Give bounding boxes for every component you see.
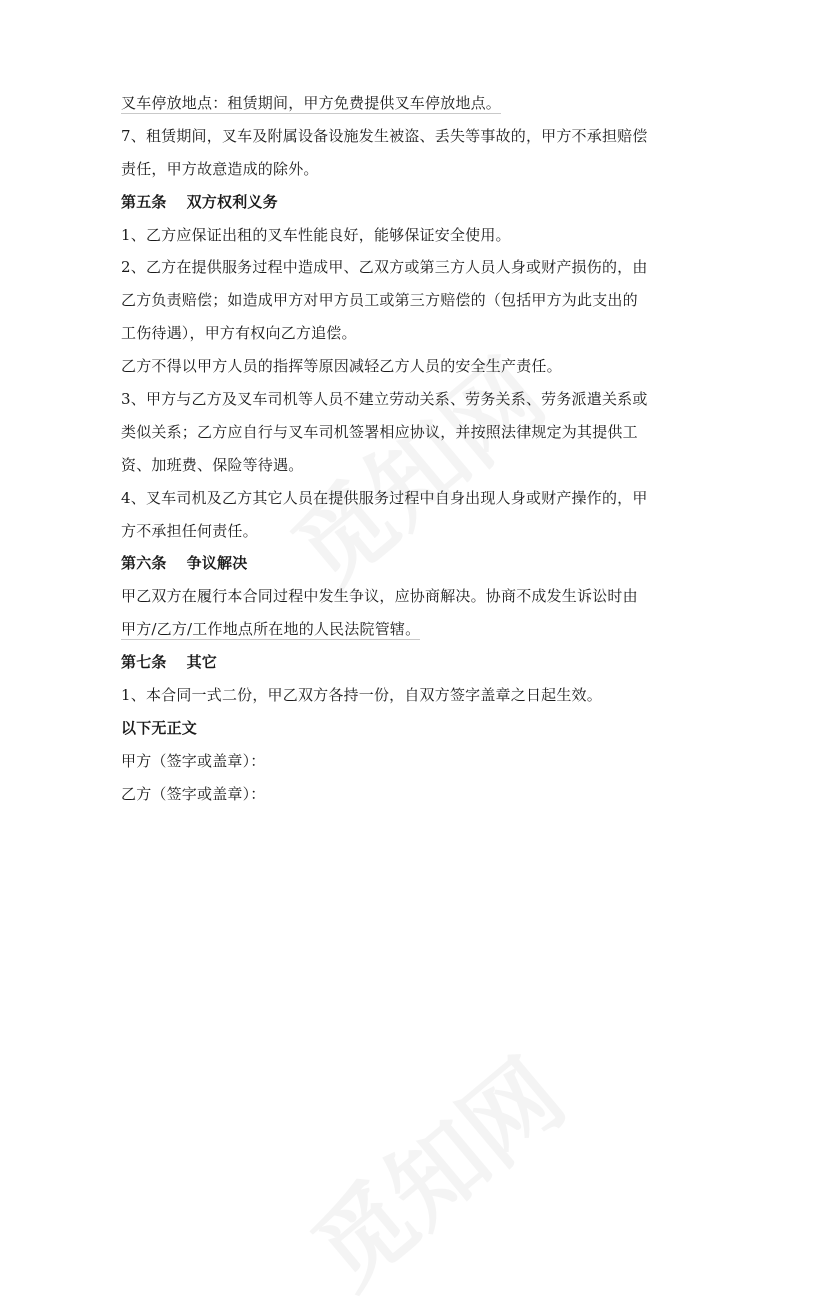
- section-number: 第六条: [121, 554, 167, 573]
- no-further-text: 以下无正文: [121, 718, 198, 737]
- section-title: 其它: [186, 653, 218, 672]
- party-a-signature-line: 甲方（签字或盖章）：: [121, 751, 266, 770]
- paragraph-line: 工伤待遇），甲方有权向乙方追偿。: [121, 324, 357, 343]
- paragraph-line: 资、加班费、保险等待遇。: [121, 455, 304, 474]
- watermark: [280, 1023, 589, 1313]
- paragraph-line: 甲方/乙方/工作地点所在地的人民法院管辖。: [121, 620, 421, 639]
- party-b-signature-line: 乙方（签字或盖章）：: [121, 784, 266, 803]
- paragraph-line: 方不承担任何责任。: [121, 521, 258, 540]
- paragraph-line: 1、乙方应保证出租的叉车性能良好，能够保证安全使用。: [121, 225, 511, 244]
- section-heading-7: [121, 652, 711, 672]
- paragraph-line: 乙方不得以甲方人员的指挥等原因减轻乙方人员的安全生产责任。: [121, 357, 562, 376]
- section-number: 第五条: [121, 192, 167, 211]
- section-number: 第七条: [121, 653, 167, 672]
- section-heading-6: [121, 553, 711, 573]
- paragraph-line: 类似关系；乙方应自行与叉车司机签署相应协议，并按照法律规定为其提供工: [121, 422, 638, 441]
- paragraph-line: 4、叉车司机及乙方其它人员在提供服务过程中自身出现人身或财产操作的，甲: [121, 488, 648, 507]
- paragraph-line: 3、甲方与乙方及叉车司机等人员不建立劳动关系、劳务关系、劳务派遣关系或: [121, 390, 648, 409]
- section-heading-5: [121, 192, 711, 212]
- paragraph-line: 责任，甲方故意造成的除外。: [121, 159, 319, 178]
- paragraph-line: 甲乙双方在履行本合同过程中发生争议，应协商解决。协商不成发生诉讼时由: [121, 587, 638, 606]
- paragraph-line: 1、本合同一式二份，甲乙双方各持一份，自双方签字盖章之日起生效。: [121, 686, 602, 705]
- section-title: 争议解决: [186, 554, 248, 573]
- paragraph-line: 2、乙方在提供服务过程中造成甲、乙双方或第三方人员人身或财产损伤的，由: [121, 258, 648, 277]
- paragraph-line: 7、租赁期间，叉车及附属设备设施发生被盗、丢失等事故的，甲方不承担赔偿: [121, 126, 648, 145]
- paragraph-line: 乙方负责赔偿；如造成甲方对甲方员工或第三方赔偿的（包括甲方为此支出的: [121, 291, 638, 310]
- document-body: [121, 93, 711, 817]
- section-title: 双方权利义务: [186, 192, 278, 211]
- paragraph-line: 叉车停放地点：租赁期间，甲方免费提供叉车停放地点。: [121, 94, 502, 112]
